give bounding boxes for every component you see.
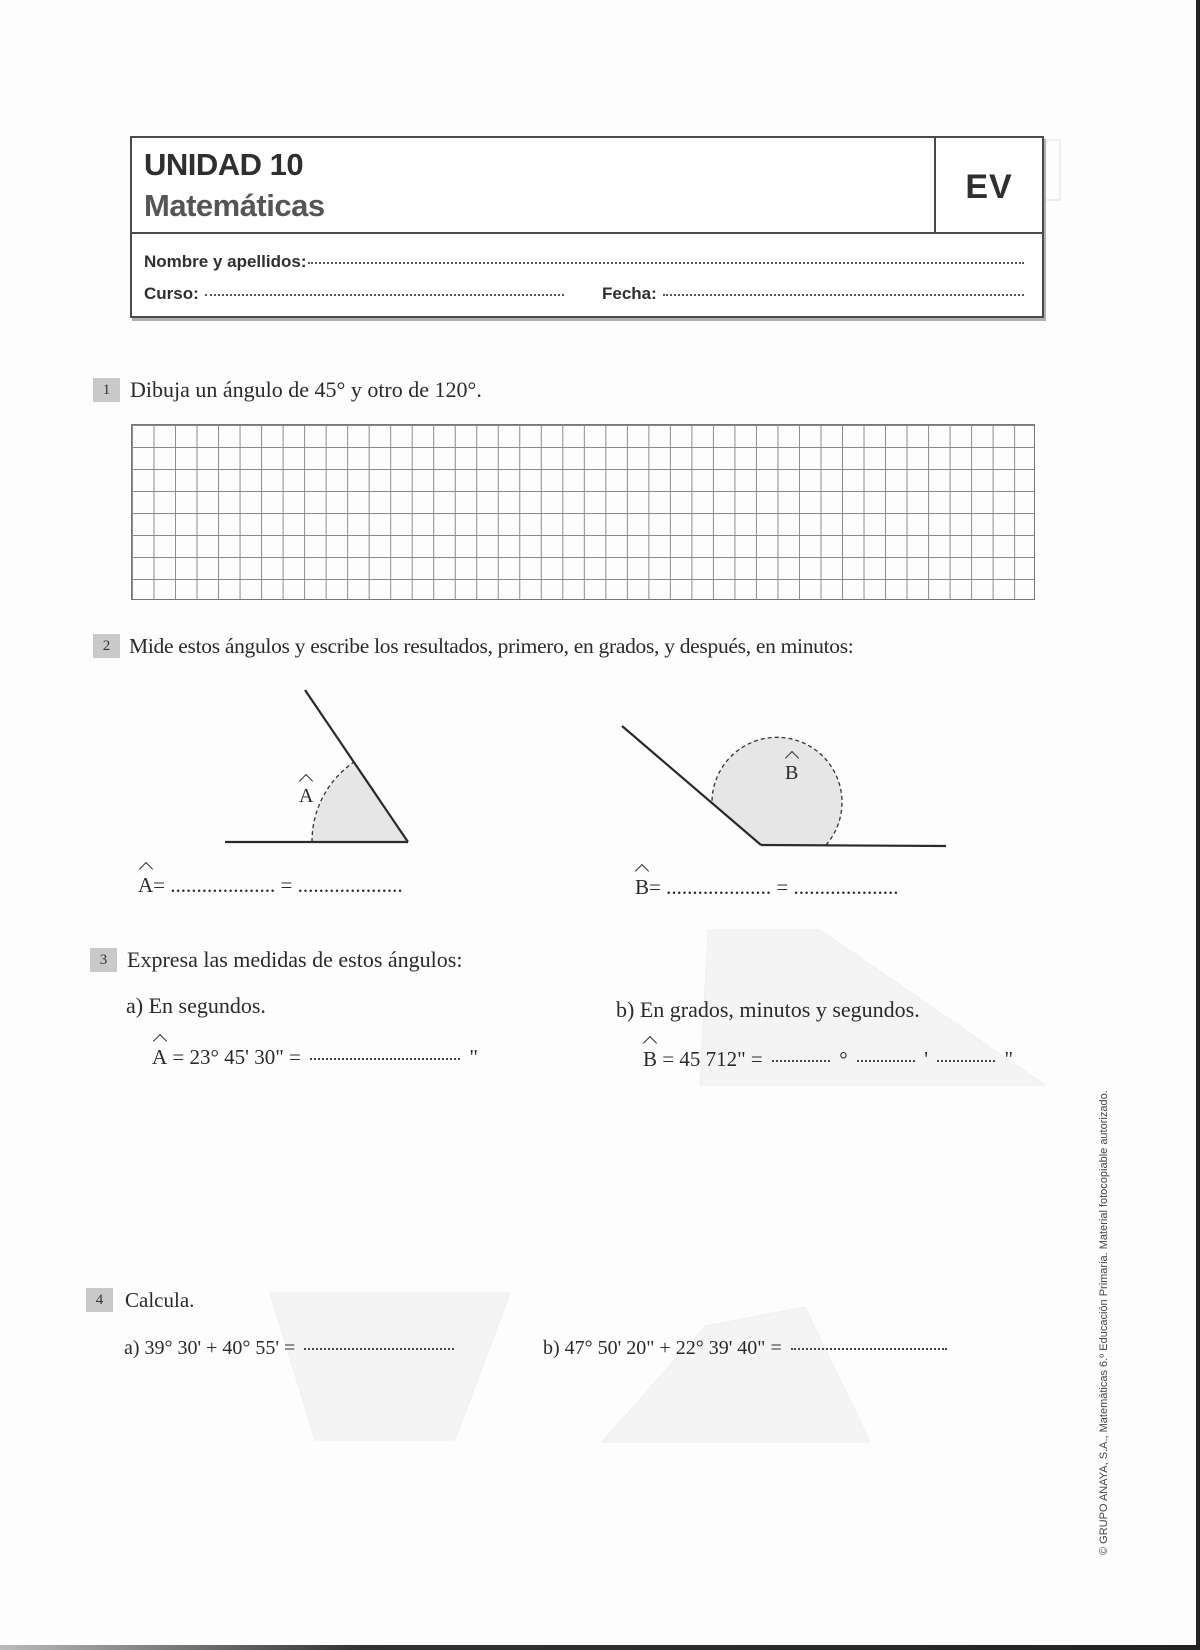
exercise-4-statement: Calcula. [125, 1288, 195, 1312]
exercise-3b-degrees-blank[interactable] [772, 1060, 830, 1062]
angle-b-symbol: B [635, 875, 650, 899]
exercise-3a-label: a) En segundos. [126, 993, 266, 1018]
exercise-3b-expression: B = 45 712" = ° ' " [643, 1047, 1014, 1071]
exercise-3a-answer-blank[interactable] [310, 1058, 460, 1060]
exercise-3a-expression: A = 23° 45' 30" = " [152, 1045, 478, 1069]
angle-a-label: A [299, 785, 314, 807]
date-label: Fecha: [602, 284, 657, 303]
copyright-notice: © GRUPO ANAYA, S.A., Matemáticas 6.º Educación Primaria. Material fotocopiable autorizado. [1098, 1090, 1110, 1555]
exercise-4b: b) 47° 50' 20" + 22° 39' 40" = [543, 1337, 951, 1360]
angle-a-answer-line[interactable]: = .................... = .................... [153, 873, 403, 897]
angle-a-symbol: A [138, 873, 154, 897]
exercise-number-badge: 3 [90, 948, 117, 972]
exercise-3b-label: b) En grados, minutos y segundos. [616, 997, 920, 1022]
angle-b-answer [635, 875, 898, 900]
exercise-4a-answer-blank[interactable] [304, 1348, 454, 1350]
exercise-number-badge: 2 [93, 634, 120, 658]
exercise-4b-answer-blank[interactable] [791, 1348, 947, 1350]
exercise-2-statement: Mide estos ángulos y escribe los resultados, primero, en grados, y después, en minutos: [129, 634, 854, 658]
exercise-3-statement: Expresa las medidas de estos ángulos: [127, 947, 463, 972]
angle-b-label: B [785, 762, 799, 784]
angle-b-figure [622, 726, 946, 846]
angle-a-figure [225, 690, 408, 842]
exercise-number-badge: 4 [86, 1288, 113, 1312]
unit-title: UNIDAD 10 [144, 147, 304, 182]
course-label: Curso: [144, 284, 199, 303]
subject-title: Matemáticas [144, 188, 325, 223]
exercise-1-statement: Dibuja un ángulo de 45° y otro de 120°. [130, 377, 482, 402]
exercise-4a: a) 39° 30' + 40° 55' = [124, 1337, 458, 1360]
exercise-3b-seconds-blank[interactable] [937, 1060, 995, 1062]
evaluation-code: EV [965, 168, 1013, 206]
angle-b-answer-line[interactable]: = .................... = .................... [649, 875, 899, 899]
exercise-number-badge: 1 [93, 378, 120, 402]
angle-a-answer [138, 873, 403, 898]
name-label: Nombre y apellidos: [144, 252, 307, 271]
exercise-3b-minutes-blank[interactable] [857, 1060, 915, 1062]
